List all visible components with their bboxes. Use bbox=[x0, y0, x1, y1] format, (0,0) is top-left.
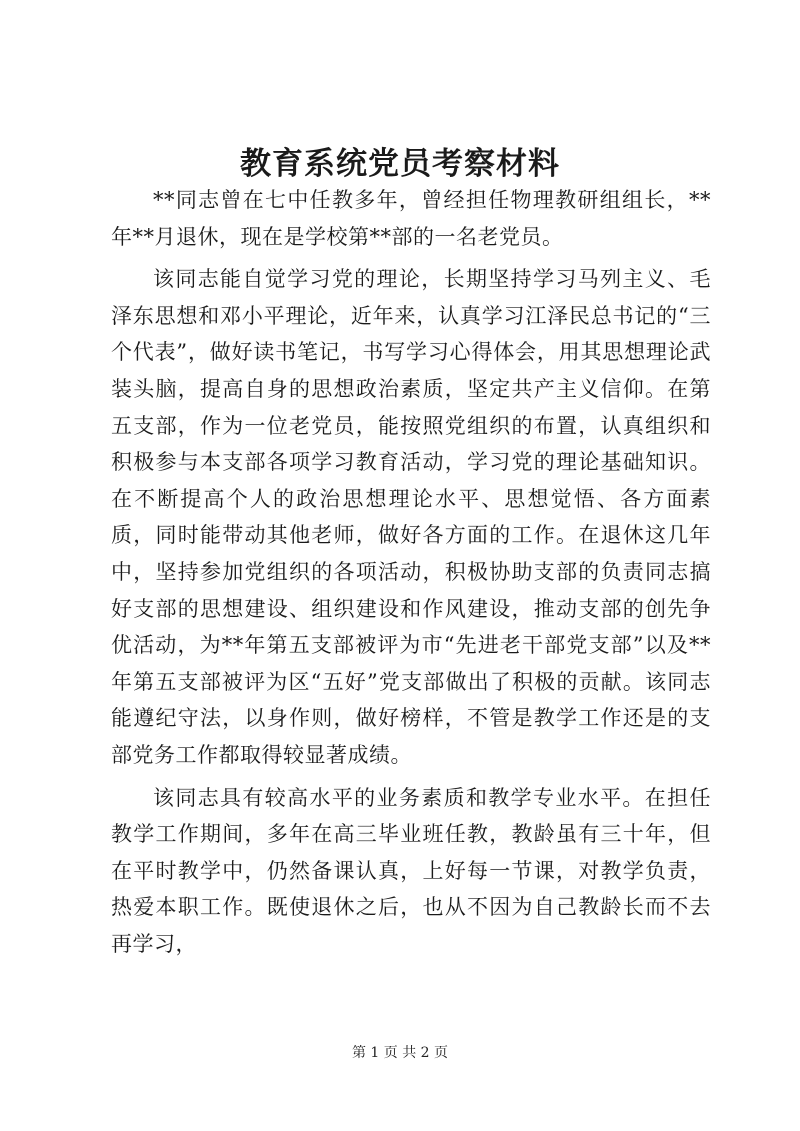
page-footer: 第 1 页 共 2 页 bbox=[351, 1045, 449, 1061]
paragraph-1: **同志曾在七中任教多年，曾经担任物理教研组组长，**年**月退休，现在是学校第**部的一名老党员。 bbox=[111, 188, 711, 249]
document-title: 教育系统党员考察材料 bbox=[240, 146, 560, 182]
paragraph-3: 该同志具有较高水平的业务素质和教学专业水平。在担任教学工作期间，多年在高三毕业班任教，教龄虽有三十年，但在平时教学中，仍然备课认真，上好每一节课，对教学负责，热爱本职工作。既使退休之后，也从不因为自己教龄长而不去再学习， bbox=[111, 785, 711, 956]
paragraph-2: 该同志能自觉学习党的理论，长期坚持学习马列主义、毛泽东思想和邓小平理论，近年来，认真学习江泽民总书记的“三个代表”，做好读书笔记，书写学习心得体会，用其思想理论武装头脑，提高自身的思想政治素质，坚定共产主义信仰。在第五支部，作为一位老党员，能按照党组织的布置，认真组织和积极参与本支部各项学习教育活动，学习党的理论基础知识。在不断提高个人的政治思想理论水平、思想觉悟、各方面素质，同时能带动其他老师，做好各方面的工作。在退休这几年中，坚持参加党组织的各项活动，积极协助支部的负责同志搞好支部的思想建设、组织建设和作风建设，推动支部的创先争优活动，为**年第五支部被评为市“先进老干部党支部”以及**年第五支部被评为区“五好”党支部做出了积极的贡献。该同志能遵纪守法，以身作则，做好榜样，不管是教学工作还是的支部党务工作都取得较显著成绩。 bbox=[111, 267, 711, 767]
document-body bbox=[111, 182, 711, 968]
